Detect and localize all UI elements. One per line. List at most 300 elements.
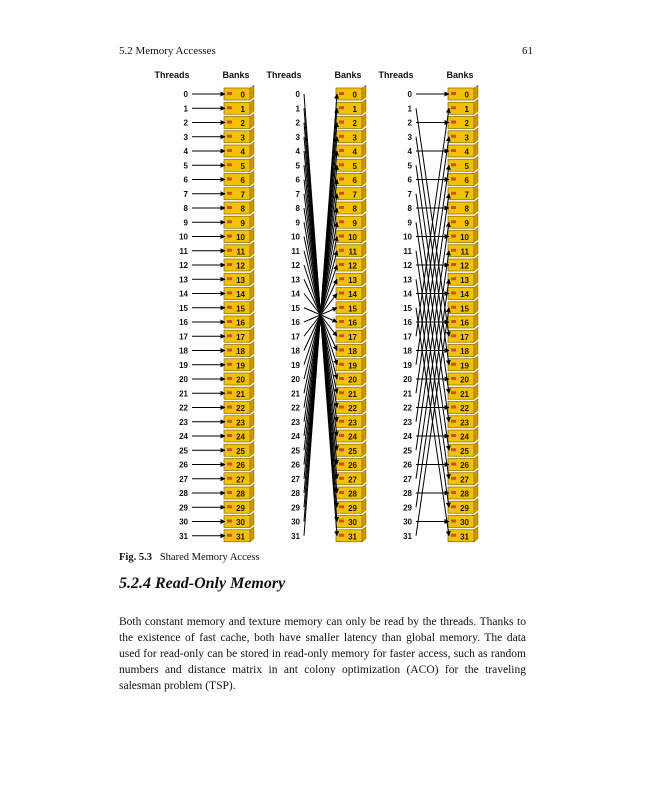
- bank-label: 29: [236, 503, 245, 513]
- thread-label: 11: [291, 246, 300, 256]
- thread-label: 7: [183, 189, 188, 199]
- bank-cell-side: [362, 441, 366, 456]
- bank-label: 21: [236, 389, 245, 399]
- bank-marker: [451, 463, 456, 466]
- bank-cell-side: [362, 413, 366, 428]
- bank-marker: [227, 292, 232, 295]
- bank-label: 17: [348, 332, 357, 342]
- thread-label: 31: [179, 531, 188, 541]
- bank-cell-side: [250, 313, 254, 328]
- bank-cell-side: [474, 114, 478, 129]
- bank-label: 20: [348, 375, 357, 385]
- bank-marker: [227, 178, 232, 181]
- bank-marker: [451, 292, 456, 295]
- bank-marker: [227, 235, 232, 238]
- bank-cell-side: [250, 213, 254, 228]
- thread-label: 11: [179, 246, 188, 256]
- bank-marker: [451, 277, 456, 280]
- thread-label: 14: [179, 289, 188, 299]
- bank-label: 31: [460, 532, 469, 542]
- thread-label: 1: [407, 104, 412, 114]
- bank-label: 14: [236, 290, 245, 299]
- bank-label: 18: [460, 347, 469, 356]
- bank-cell-side: [250, 327, 254, 342]
- bank-cell-side: [474, 356, 478, 371]
- bank-label: 13: [348, 275, 357, 285]
- body-paragraph: Both constant memory and texture memory can only be read by the threads. Thanks to the existence of fast cache, both have smaller latency than global memory. The data used for read-only can be stored in read-only memory for faster access, such as random numbers and distance matrix in ant colony optimization (ACO) for the traveling salesman problem (TSP).: [119, 616, 526, 692]
- bank-marker: [339, 178, 344, 181]
- bank-cell-side: [474, 498, 478, 513]
- bank-marker: [339, 320, 344, 323]
- bank-label: 8: [464, 204, 469, 214]
- bank-label: 3: [464, 133, 469, 143]
- bank-cell-side: [362, 142, 366, 157]
- bank-marker: [339, 263, 344, 266]
- thread-label: 0: [183, 90, 188, 99]
- bank-cell-side: [250, 456, 254, 471]
- bank-marker: [227, 121, 232, 124]
- bank-cell-side: [474, 513, 478, 528]
- bank-label: 30: [460, 518, 469, 527]
- bank-marker: [227, 163, 232, 166]
- bank-cell-side: [362, 384, 366, 399]
- thread-label: 27: [403, 474, 412, 484]
- thread-label: 31: [403, 531, 412, 541]
- bank-cell-side: [250, 527, 254, 542]
- bank-marker: [227, 277, 232, 280]
- bank-cell-side: [474, 527, 478, 542]
- bank-label: 22: [236, 404, 245, 413]
- thread-label: 10: [403, 232, 412, 242]
- thread-label: 3: [407, 132, 412, 142]
- thread-label: 8: [295, 204, 300, 213]
- thread-label: 19: [179, 360, 188, 370]
- bank-marker: [339, 434, 344, 437]
- thread-label: 1: [295, 104, 300, 114]
- panel-3: [378, 70, 478, 542]
- thread-label: 0: [407, 90, 412, 99]
- bank-marker: [227, 520, 232, 523]
- thread-label: 4: [295, 147, 300, 156]
- bank-marker: [339, 249, 344, 252]
- thread-label: 16: [291, 318, 300, 327]
- bank-marker: [451, 220, 456, 223]
- bank-cell-side: [474, 299, 478, 314]
- bank-label: 3: [352, 133, 357, 143]
- bank-cell-side: [362, 299, 366, 314]
- thread-label: 13: [403, 275, 412, 285]
- bank-marker: [227, 434, 232, 437]
- bank-marker: [339, 448, 344, 451]
- bank-cell-side: [474, 441, 478, 456]
- thread-label: 26: [403, 460, 412, 470]
- bank-marker: [339, 505, 344, 508]
- bank-marker: [339, 377, 344, 380]
- thread-label: 30: [291, 517, 300, 527]
- bank-label: 10: [348, 233, 357, 242]
- thread-label: 21: [291, 389, 300, 399]
- bank-cell-side: [362, 456, 366, 471]
- bank-marker: [451, 349, 456, 352]
- bank-cell-side: [250, 85, 254, 100]
- bank-marker: [451, 448, 456, 451]
- bank-marker: [339, 349, 344, 352]
- bank-label: 8: [352, 204, 357, 214]
- thread-label: 13: [179, 275, 188, 285]
- bank-marker: [451, 92, 456, 95]
- bank-label: 5: [352, 161, 357, 171]
- bank-label: 26: [236, 461, 245, 470]
- bank-marker: [227, 106, 232, 109]
- thread-label: 3: [295, 132, 300, 142]
- bank-label: 7: [464, 190, 469, 200]
- figure-caption-text: Shared Memory Access: [159, 552, 260, 563]
- thread-label: 23: [179, 417, 188, 427]
- bank-label: 2: [464, 119, 469, 128]
- bank-marker: [339, 363, 344, 366]
- thread-label: 10: [179, 232, 188, 242]
- bank-label: 23: [460, 418, 469, 428]
- bank-label: 17: [236, 332, 245, 342]
- bank-label: 24: [348, 432, 357, 442]
- bank-cell-side: [362, 171, 366, 186]
- bank-label: 10: [460, 233, 469, 242]
- bank-cell-side: [474, 228, 478, 243]
- bank-label: 13: [460, 275, 469, 285]
- bank-label: 4: [464, 147, 469, 157]
- bank-marker: [451, 263, 456, 266]
- thread-label: 7: [295, 189, 300, 199]
- banks-header: Banks: [334, 70, 362, 80]
- bank-marker: [451, 163, 456, 166]
- thread-label: 9: [295, 218, 300, 228]
- thread-label: 26: [291, 460, 300, 470]
- bank-cell-side: [250, 128, 254, 143]
- bank-marker: [227, 249, 232, 252]
- bank-marker: [339, 491, 344, 494]
- bank-label: 6: [240, 176, 245, 185]
- bank-label: 11: [348, 247, 357, 257]
- bank-cell-side: [362, 527, 366, 542]
- bank-cell-side: [474, 242, 478, 257]
- bank-label: 30: [236, 518, 245, 527]
- bank-cell-side: [474, 399, 478, 414]
- bank-label: 25: [460, 446, 469, 456]
- bank-cell-side: [250, 399, 254, 414]
- bank-cell-side: [474, 384, 478, 399]
- bank-marker: [227, 420, 232, 423]
- bank-cell-side: [474, 327, 478, 342]
- thread-label: 17: [291, 332, 300, 342]
- bank-cell-side: [250, 99, 254, 114]
- thread-label: 24: [403, 432, 412, 441]
- bank-cell-side: [362, 513, 366, 528]
- bank-cell-side: [362, 199, 366, 214]
- bank-label: 23: [348, 418, 357, 428]
- bank-cell-side: [250, 156, 254, 171]
- bank-label: 29: [460, 503, 469, 513]
- bank-cell-side: [362, 213, 366, 228]
- bank-label: 0: [352, 90, 357, 100]
- bank-marker: [451, 406, 456, 409]
- page-number: 61: [522, 45, 533, 57]
- thread-label: 18: [291, 346, 300, 356]
- bank-cell-side: [362, 242, 366, 257]
- bank-marker: [339, 92, 344, 95]
- bank-label: 19: [348, 361, 357, 371]
- thread-label: 30: [179, 517, 188, 527]
- bank-marker: [451, 106, 456, 109]
- bank-cell-side: [250, 142, 254, 157]
- thread-label: 12: [179, 261, 188, 270]
- bank-marker: [339, 135, 344, 138]
- bank-cell-side: [474, 156, 478, 171]
- bank-cell-side: [250, 356, 254, 371]
- bank-cell-side: [250, 484, 254, 499]
- thread-label: 6: [407, 175, 412, 185]
- thread-label: 24: [179, 432, 188, 441]
- bank-label: 12: [236, 261, 245, 271]
- bank-label: 14: [460, 290, 469, 299]
- bank-marker: [339, 306, 344, 309]
- bank-cell-side: [362, 185, 366, 200]
- bank-marker: [339, 206, 344, 209]
- bank-marker: [451, 192, 456, 195]
- bank-marker: [451, 121, 456, 124]
- bank-marker: [227, 149, 232, 152]
- bank-label: 0: [240, 90, 245, 100]
- bank-marker: [339, 235, 344, 238]
- bank-marker: [227, 192, 232, 195]
- bank-cell-side: [362, 484, 366, 499]
- bank-marker: [339, 292, 344, 295]
- bank-cell-side: [250, 285, 254, 300]
- bank-label: 18: [348, 347, 357, 356]
- bank-cell-side: [474, 370, 478, 385]
- thread-label: 14: [403, 289, 412, 299]
- bank-cell-side: [250, 171, 254, 186]
- bank-label: 8: [240, 204, 245, 214]
- thread-label: 17: [403, 332, 412, 342]
- thread-label: 23: [403, 417, 412, 427]
- thread-label: 27: [291, 474, 300, 484]
- bank-label: 1: [464, 104, 469, 114]
- bank-marker: [451, 377, 456, 380]
- bank-cell-side: [250, 185, 254, 200]
- bank-marker: [451, 505, 456, 508]
- bank-cell-side: [474, 270, 478, 285]
- bank-marker: [339, 406, 344, 409]
- bank-label: 19: [460, 361, 469, 371]
- bank-label: 15: [236, 304, 245, 314]
- bank-label: 5: [464, 161, 469, 171]
- bank-marker: [227, 448, 232, 451]
- bank-label: 28: [460, 489, 469, 499]
- bank-label: 15: [460, 304, 469, 314]
- thread-label: 20: [179, 375, 188, 384]
- thread-label: 28: [179, 489, 188, 498]
- threads-header: Threads: [154, 70, 190, 80]
- bank-label: 7: [240, 190, 245, 200]
- bank-label: 21: [348, 389, 357, 399]
- banks-header: Banks: [446, 70, 474, 80]
- bank-cell-side: [474, 342, 478, 357]
- bank-label: 1: [352, 104, 357, 114]
- shared-memory-figure: [150, 60, 490, 550]
- bank-marker: [451, 477, 456, 480]
- bank-label: 15: [348, 304, 357, 314]
- bank-cell-side: [362, 313, 366, 328]
- bank-marker: [451, 334, 456, 337]
- panel-1: [154, 70, 254, 542]
- bank-cell-side: [250, 384, 254, 399]
- thread-label: 18: [179, 346, 188, 356]
- bank-marker: [227, 505, 232, 508]
- bank-marker: [339, 534, 344, 537]
- thread-label: 18: [403, 346, 412, 356]
- bank-marker: [451, 206, 456, 209]
- bank-cell-side: [474, 185, 478, 200]
- bank-cell-side: [474, 285, 478, 300]
- threads-header: Threads: [378, 70, 414, 80]
- thread-label: 21: [179, 389, 188, 399]
- thread-label: 15: [403, 303, 412, 313]
- bank-label: 9: [352, 218, 357, 228]
- bank-cell-side: [474, 484, 478, 499]
- bank-label: 4: [352, 147, 357, 157]
- bank-marker: [339, 334, 344, 337]
- bank-label: 24: [236, 432, 245, 442]
- thread-label: 15: [179, 303, 188, 313]
- thread-label: 28: [291, 489, 300, 498]
- bank-marker: [339, 420, 344, 423]
- thread-label: 8: [407, 204, 412, 213]
- bank-cell-side: [474, 456, 478, 471]
- bank-marker: [227, 363, 232, 366]
- bank-label: 20: [460, 375, 469, 385]
- thread-label: 20: [403, 375, 412, 384]
- bank-label: 27: [236, 475, 245, 485]
- bank-marker: [339, 463, 344, 466]
- thread-label: 22: [291, 403, 300, 413]
- bank-marker: [227, 349, 232, 352]
- running-header-section: 5.2 Memory Accesses: [119, 45, 216, 57]
- bank-cell-side: [250, 270, 254, 285]
- bank-label: 18: [236, 347, 245, 356]
- bank-label: 26: [460, 461, 469, 470]
- bank-label: 16: [460, 318, 469, 328]
- bank-marker: [227, 463, 232, 466]
- bank-label: 7: [352, 190, 357, 200]
- bank-cell-side: [474, 128, 478, 143]
- thread-label: 1: [183, 104, 188, 114]
- bank-marker: [227, 135, 232, 138]
- thread-label: 25: [179, 446, 188, 456]
- thread-label: 17: [179, 332, 188, 342]
- banks-header: Banks: [222, 70, 250, 80]
- bank-label: 26: [348, 461, 357, 470]
- bank-label: 11: [236, 247, 245, 257]
- thread-label: 3: [183, 132, 188, 142]
- bank-cell-side: [474, 256, 478, 271]
- bank-label: 30: [348, 518, 357, 527]
- thread-label: 29: [179, 503, 188, 513]
- bank-marker: [227, 306, 232, 309]
- bank-label: 11: [460, 247, 469, 257]
- bank-marker: [227, 206, 232, 209]
- bank-marker: [339, 106, 344, 109]
- bank-label: 9: [240, 218, 245, 228]
- thread-label: 22: [179, 403, 188, 413]
- thread-label: 30: [403, 517, 412, 527]
- bank-cell-side: [362, 470, 366, 485]
- bank-marker: [227, 491, 232, 494]
- bank-cell-side: [362, 156, 366, 171]
- bank-marker: [227, 406, 232, 409]
- thread-label: 12: [291, 261, 300, 270]
- panel-2: [266, 70, 366, 542]
- bank-marker: [451, 306, 456, 309]
- bank-marker: [451, 178, 456, 181]
- bank-marker: [227, 334, 232, 337]
- bank-label: 28: [348, 489, 357, 499]
- bank-cell-side: [250, 427, 254, 442]
- bank-marker: [339, 192, 344, 195]
- bank-cell-side: [362, 285, 366, 300]
- bank-label: 24: [460, 432, 469, 442]
- bank-marker: [451, 434, 456, 437]
- bank-label: 17: [460, 332, 469, 342]
- bank-label: 12: [348, 261, 357, 271]
- thread-label: 16: [179, 318, 188, 327]
- bank-marker: [451, 491, 456, 494]
- bank-marker: [227, 391, 232, 394]
- bank-label: 12: [460, 261, 469, 271]
- bank-cell-side: [362, 370, 366, 385]
- bank-marker: [451, 235, 456, 238]
- thread-label: 0: [295, 90, 300, 99]
- thread-label: 9: [183, 218, 188, 228]
- bank-cell-side: [474, 142, 478, 157]
- bank-marker: [451, 391, 456, 394]
- bank-label: 3: [240, 133, 245, 143]
- bank-cell-side: [250, 228, 254, 243]
- thread-label: 26: [179, 460, 188, 470]
- bank-cell-side: [362, 128, 366, 143]
- thread-label: 20: [291, 375, 300, 384]
- bank-label: 4: [240, 147, 245, 157]
- thread-label: 22: [403, 403, 412, 413]
- bank-marker: [227, 92, 232, 95]
- threads-header: Threads: [266, 70, 302, 80]
- bank-cell-side: [474, 313, 478, 328]
- bank-label: 22: [348, 404, 357, 413]
- thread-label: 27: [179, 474, 188, 484]
- figure-caption-label: Fig. 5.3: [119, 552, 152, 563]
- bank-cell-side: [362, 256, 366, 271]
- bank-label: 2: [352, 119, 357, 128]
- bank-cell-side: [362, 270, 366, 285]
- bank-marker: [451, 363, 456, 366]
- bank-cell-side: [250, 470, 254, 485]
- thread-label: 19: [403, 360, 412, 370]
- bank-cell-side: [362, 228, 366, 243]
- bank-cell-side: [362, 342, 366, 357]
- bank-cell-side: [250, 342, 254, 357]
- bank-label: 10: [236, 233, 245, 242]
- bank-cell-side: [474, 413, 478, 428]
- bank-label: 13: [236, 275, 245, 285]
